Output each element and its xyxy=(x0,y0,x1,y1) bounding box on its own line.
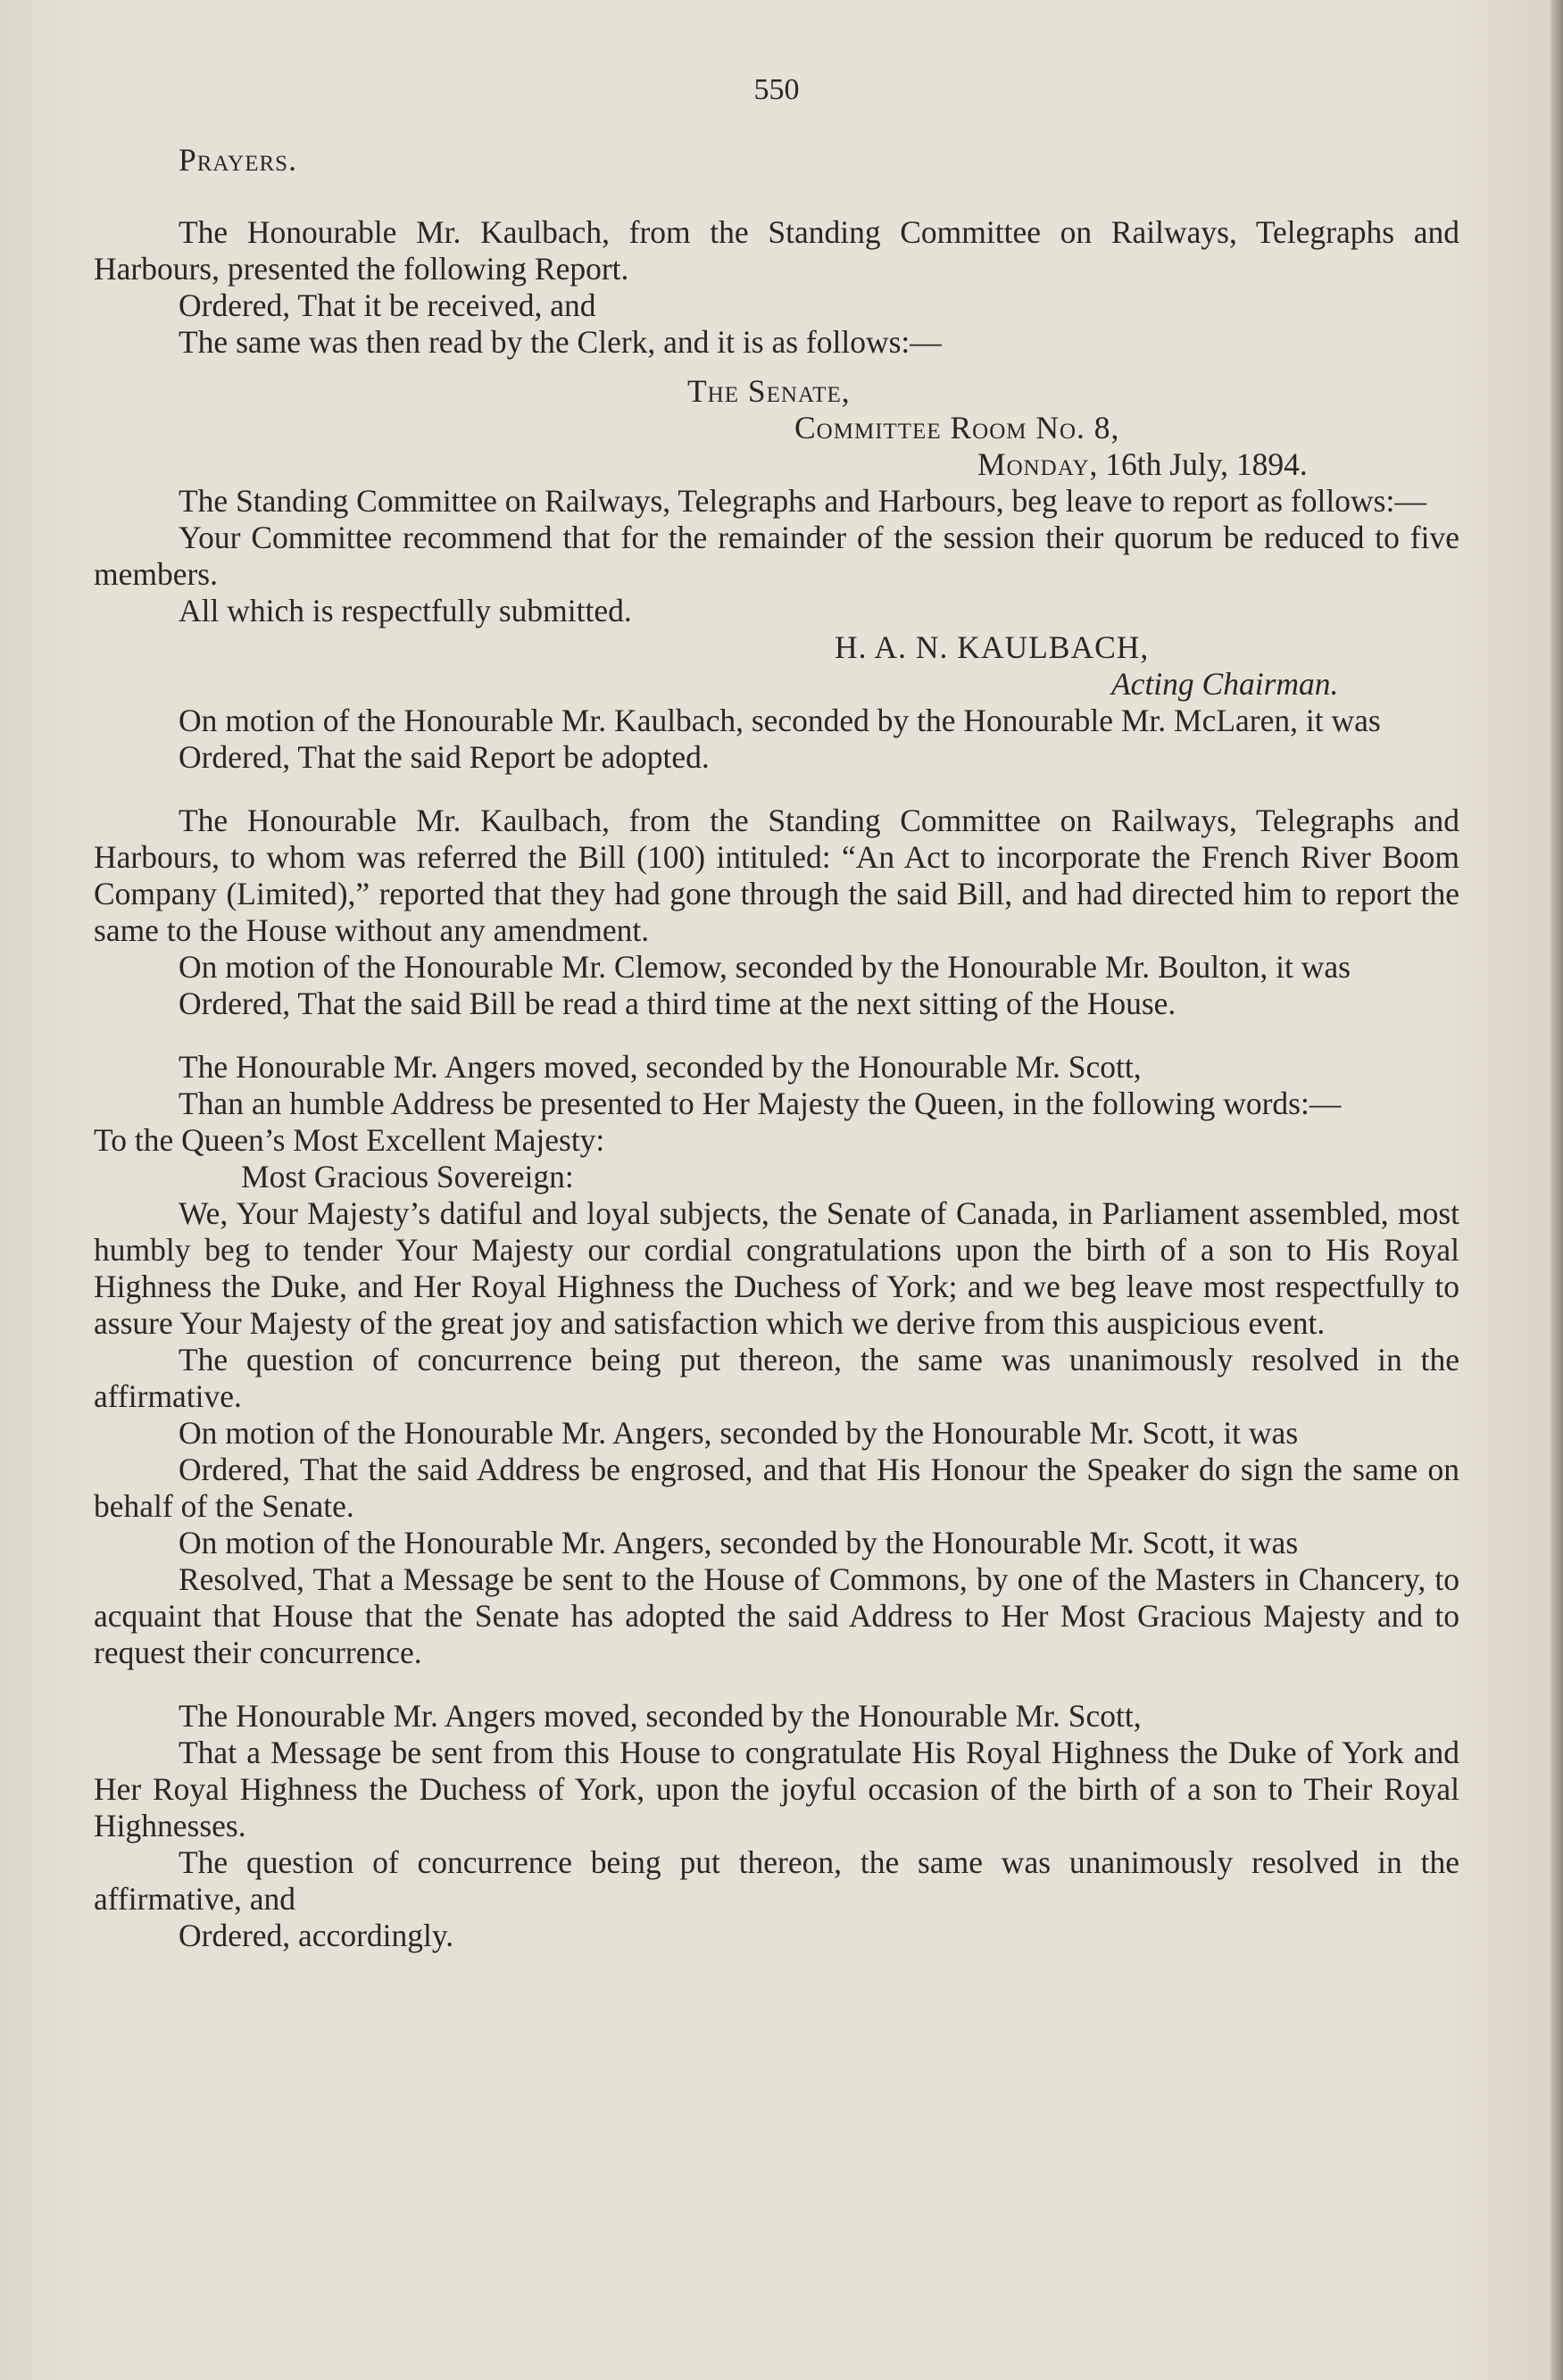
address-paragraph: Resolved, That a Message be sent to the House of Commons, by one of the Masters in Chancery, to acquaint that House that the Senate has adopted the said Address to Her Most Gracious Majesty and to request their concurrence. xyxy=(94,1561,1459,1670)
address-motion: The Honourable Mr. Angers moved, seconded by the Honourable Mr. Scott, xyxy=(179,1049,1142,1085)
report-paragraph: The Standing Committee on Railways, Telegraphs and Harbours, beg leave to report as follows:— xyxy=(179,483,1426,519)
address-salutation: Most Gracious Sovereign: xyxy=(241,1159,574,1194)
address-motion: Than an humble Address be presented to Her Majesty the Queen, in the following words:— xyxy=(179,1086,1342,1121)
order-paragraph: Ordered, That the said Bill be read a third time at the next sitting of the House. xyxy=(179,986,1176,1021)
message-paragraph: The Honourable Mr. Angers moved, seconded by the Honourable Mr. Scott, xyxy=(179,1698,1142,1734)
report-day: Monday xyxy=(977,446,1090,482)
address-paragraph: Ordered, That the said Address be engrosed, and that His Honour the Speaker do sign the same on behalf of the Senate. xyxy=(94,1452,1459,1524)
address-paragraph: On motion of the Honourable Mr. Angers, seconded by the Honourable Mr. Scott, it was xyxy=(179,1525,1299,1560)
signature-name: H. A. N. KAULBACH, xyxy=(835,629,1150,665)
order-paragraph: Ordered, That the said Report be adopted. xyxy=(179,739,710,775)
page-text xyxy=(94,62,1459,1954)
message-paragraph: Ordered, accordingly. xyxy=(179,1918,454,1953)
paragraph: The Honourable Mr. Kaulbach, from the Standing Committee on Railways, Telegraphs and Harbours, presented the following Report. xyxy=(94,214,1459,287)
book-spine-edge xyxy=(1551,0,1563,2380)
report-header-room: Committee Room No. 8, xyxy=(794,410,1120,445)
signature-title: Acting Chairman. xyxy=(1111,666,1339,702)
report-paragraph: All which is respectfully submitted. xyxy=(179,593,632,628)
paragraph: Ordered, That it be received, and xyxy=(179,287,596,323)
message-paragraph: That a Message be sent from this House to congratulate His Royal Highness the Duke of York and Her Royal Highness the Duchess of York, upon the joyful occasion of the birth of a son to Their Royal Highnesses. xyxy=(94,1735,1459,1843)
motion-paragraph: On motion of the Honourable Mr. Kaulbach, seconded by the Honourable Mr. McLaren, it was xyxy=(179,703,1381,738)
address-text: We, Your Majesty’s datiful and loyal subjects, the Senate of Canada, in Parliament assembled, most humbly beg to tender Your Majesty our cordial congratulations upon the birth of a son to His Royal Highness the Duke, and Her Royal Highness the Duchess of York; and we beg leave most respectfully to assure Your Majesty of the great joy and satisfaction which we derive from this auspicious event. xyxy=(94,1195,1459,1341)
address-salutation: To the Queen’s Most Excellent Majesty: xyxy=(94,1122,605,1158)
motion-paragraph: On motion of the Honourable Mr. Clemow, seconded by the Honourable Mr. Boulton, it was xyxy=(179,949,1351,985)
section-heading-prayers: Prayers. xyxy=(179,142,297,178)
bill-paragraph: The Honourable Mr. Kaulbach, from the Standing Committee on Railways, Telegraphs and Harbours, to whom was referred the Bill (100) intituled: “An Act to incorporate the French River Boom Company (Limited),” reported that they had gone through the said Bill, and had directed him to report the same to the House without any amendment. xyxy=(94,803,1459,948)
report-date: , 16th July, 1894. xyxy=(1089,446,1308,482)
paragraph: The same was then read by the Clerk, and it is as follows:— xyxy=(179,324,942,360)
report-header-senate: The Senate, xyxy=(687,373,851,409)
page-number: 550 xyxy=(753,73,800,106)
message-paragraph: The question of concurrence being put thereon, the same was unanimously resolved in the affirmative, and xyxy=(94,1844,1459,1917)
report-paragraph: Your Committee recommend that for the remainder of the session their quorum be reduced to five members. xyxy=(94,520,1459,592)
report-header-date xyxy=(94,446,1459,483)
address-paragraph: On motion of the Honourable Mr. Angers, seconded by the Honourable Mr. Scott, it was xyxy=(179,1415,1299,1451)
address-paragraph: The question of concurrence being put thereon, the same was unanimously resolved in the affirmative. xyxy=(94,1342,1459,1414)
